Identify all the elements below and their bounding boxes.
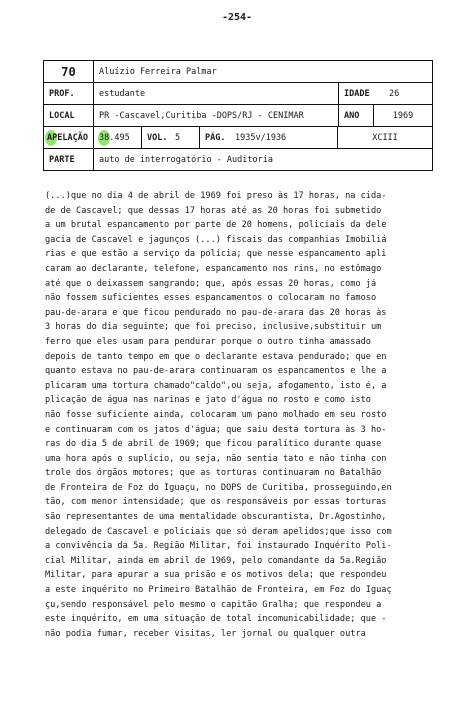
- text-line: não podia fumar, receber visitas, ler jornal ou qualquer outra: [45, 628, 366, 639]
- text-line: ferro que eles usam para pendurar porque o outro tinha amassado: [45, 336, 371, 347]
- text-line: são representantes de uma mentalidade obscurantista, Dr.Agostinho,: [45, 512, 387, 523]
- text-line: Militar, para apurar a sua prisão e os motivos dela; que respondeu: [45, 570, 387, 581]
- text-line: e continuaram com os jatos d'água; que saiu desta tortura às 3 ho-: [45, 424, 387, 435]
- text-line: delegado de Cascavel e policiais que só deram apelidos;que isso com: [45, 526, 392, 537]
- text-line: até que o deixassem sangrando; que, após essas 20 horas, como já: [45, 278, 377, 289]
- text-line: este inquérito, em uma situação de total incomunicabilidade; que -: [45, 614, 387, 625]
- text-line: depois de tanto tempo em que o declarante estava pendurado; que en: [45, 351, 387, 362]
- highlight-mark: 38.495: [99, 132, 130, 143]
- record-row-name: [44, 61, 432, 83]
- idade-label: IDADE: [344, 88, 370, 99]
- testimony-text: [45, 189, 440, 641]
- text-line: çu,sendo responsável pelo mesmo o capitão Gralha; que respondeu a: [45, 599, 382, 610]
- text-line: tão, com menor intensidade; que os responsáveis por essas torturas: [45, 497, 387, 508]
- prof-label: PROF.: [44, 83, 94, 104]
- apelacao-value: [94, 127, 142, 148]
- ano-label: ANO: [339, 105, 374, 126]
- parte-value: auto de interrogatório - Auditoria: [99, 154, 273, 165]
- text-line: a convivência da 5a. Região Militar, foi instaurado Inquérito Poli-: [45, 541, 392, 552]
- text-line: caram ao declarante, telefone, espancamento nos rins, no estômago: [45, 263, 382, 274]
- record-row-parte: [44, 149, 432, 170]
- text-line: a este inquérito no Primeiro Batalhão de Fronteira, em Foz do Iguaç: [45, 585, 392, 596]
- pag-value: 1935v/1936: [230, 127, 338, 148]
- text-line: 3 horas do dia seguinte; que foi preciso, inclusive,substituir um: [45, 322, 382, 333]
- text-line: pau-de-arara e que ficou pendurado no pau-de-arara das 20 horas às: [45, 307, 387, 318]
- record-row-apelacao: [44, 127, 432, 149]
- text-line: gacia de Cascavel e jagunços (...) fiscais das companhias Imobiliá: [45, 234, 387, 245]
- page-number: -254-: [221, 12, 253, 23]
- record-box: [43, 60, 433, 171]
- text-line: uma hora após o suplício, ou seja, não sentia tato e não tinha con: [45, 453, 387, 464]
- text-line: não fossem suficientes esses espancamentos o colocaram no famoso: [45, 293, 377, 304]
- ano-value: 1969: [392, 110, 414, 121]
- text-line: plicaram uma tortura chamado"caldo",ou seja, afogamento, isto é, a: [45, 380, 387, 391]
- apelacao-label: [44, 127, 94, 148]
- text-line: de Fronteira de Foz do Iguaçu, no DOPS de Curitiba, prosseguindo,en: [45, 482, 392, 493]
- text-line: quanto estava no pau-de-arara continuaram os espancamentos e lhe a: [45, 366, 387, 377]
- vol-value: 5: [170, 127, 200, 148]
- highlight-mark: APELAÇÃO: [47, 132, 88, 143]
- text-line: trole dos órgãos motores; que as torturas continuaram no Batalhão: [45, 468, 382, 479]
- record-row-prof: [44, 83, 432, 105]
- parte-label: PARTE: [44, 149, 94, 170]
- local-value: PR -Cascavel,Curitiba -DOPS/RJ - CENIMAR: [94, 105, 339, 126]
- record-number: 70: [44, 61, 94, 82]
- text-line: a um brutal espancamento por parte de 20 homens, policiais da dele: [45, 220, 387, 231]
- idade-value: 26: [389, 88, 400, 99]
- text-line: (...)que no dia 4 de abril de 1969 foi preso às 17 horas, na cida-: [45, 191, 387, 201]
- record-row-local: [44, 105, 432, 127]
- roman-numeral: XCIII: [372, 132, 398, 143]
- text-line: plicação de água nas narinas e jato d'água no rosto e como isto: [45, 395, 371, 406]
- text-line: rias e que estão a serviço da polícia; que nesse espancamento apli: [45, 249, 387, 260]
- text-line: de de Cascavel; que dessas 17 horas até as 20 horas foi submetido: [45, 205, 382, 216]
- text-line: cial Militar, ainda em abril de 1969, pelo comandante da 5a.Região: [45, 555, 387, 566]
- text-line: não fosse suficiente ainda, colocaram um pano molhado em seu rosto: [45, 409, 387, 420]
- text-line: ras do dia 5 de abril de 1969; que ficou paralítico durante quase: [45, 439, 382, 450]
- record-name: Aluízio Ferreira Palmar: [99, 66, 217, 77]
- vol-label: VOL.: [147, 132, 168, 143]
- pag-label: PÁG.: [205, 132, 226, 143]
- local-label: LOCAL: [44, 105, 94, 126]
- prof-value: estudante: [94, 83, 339, 104]
